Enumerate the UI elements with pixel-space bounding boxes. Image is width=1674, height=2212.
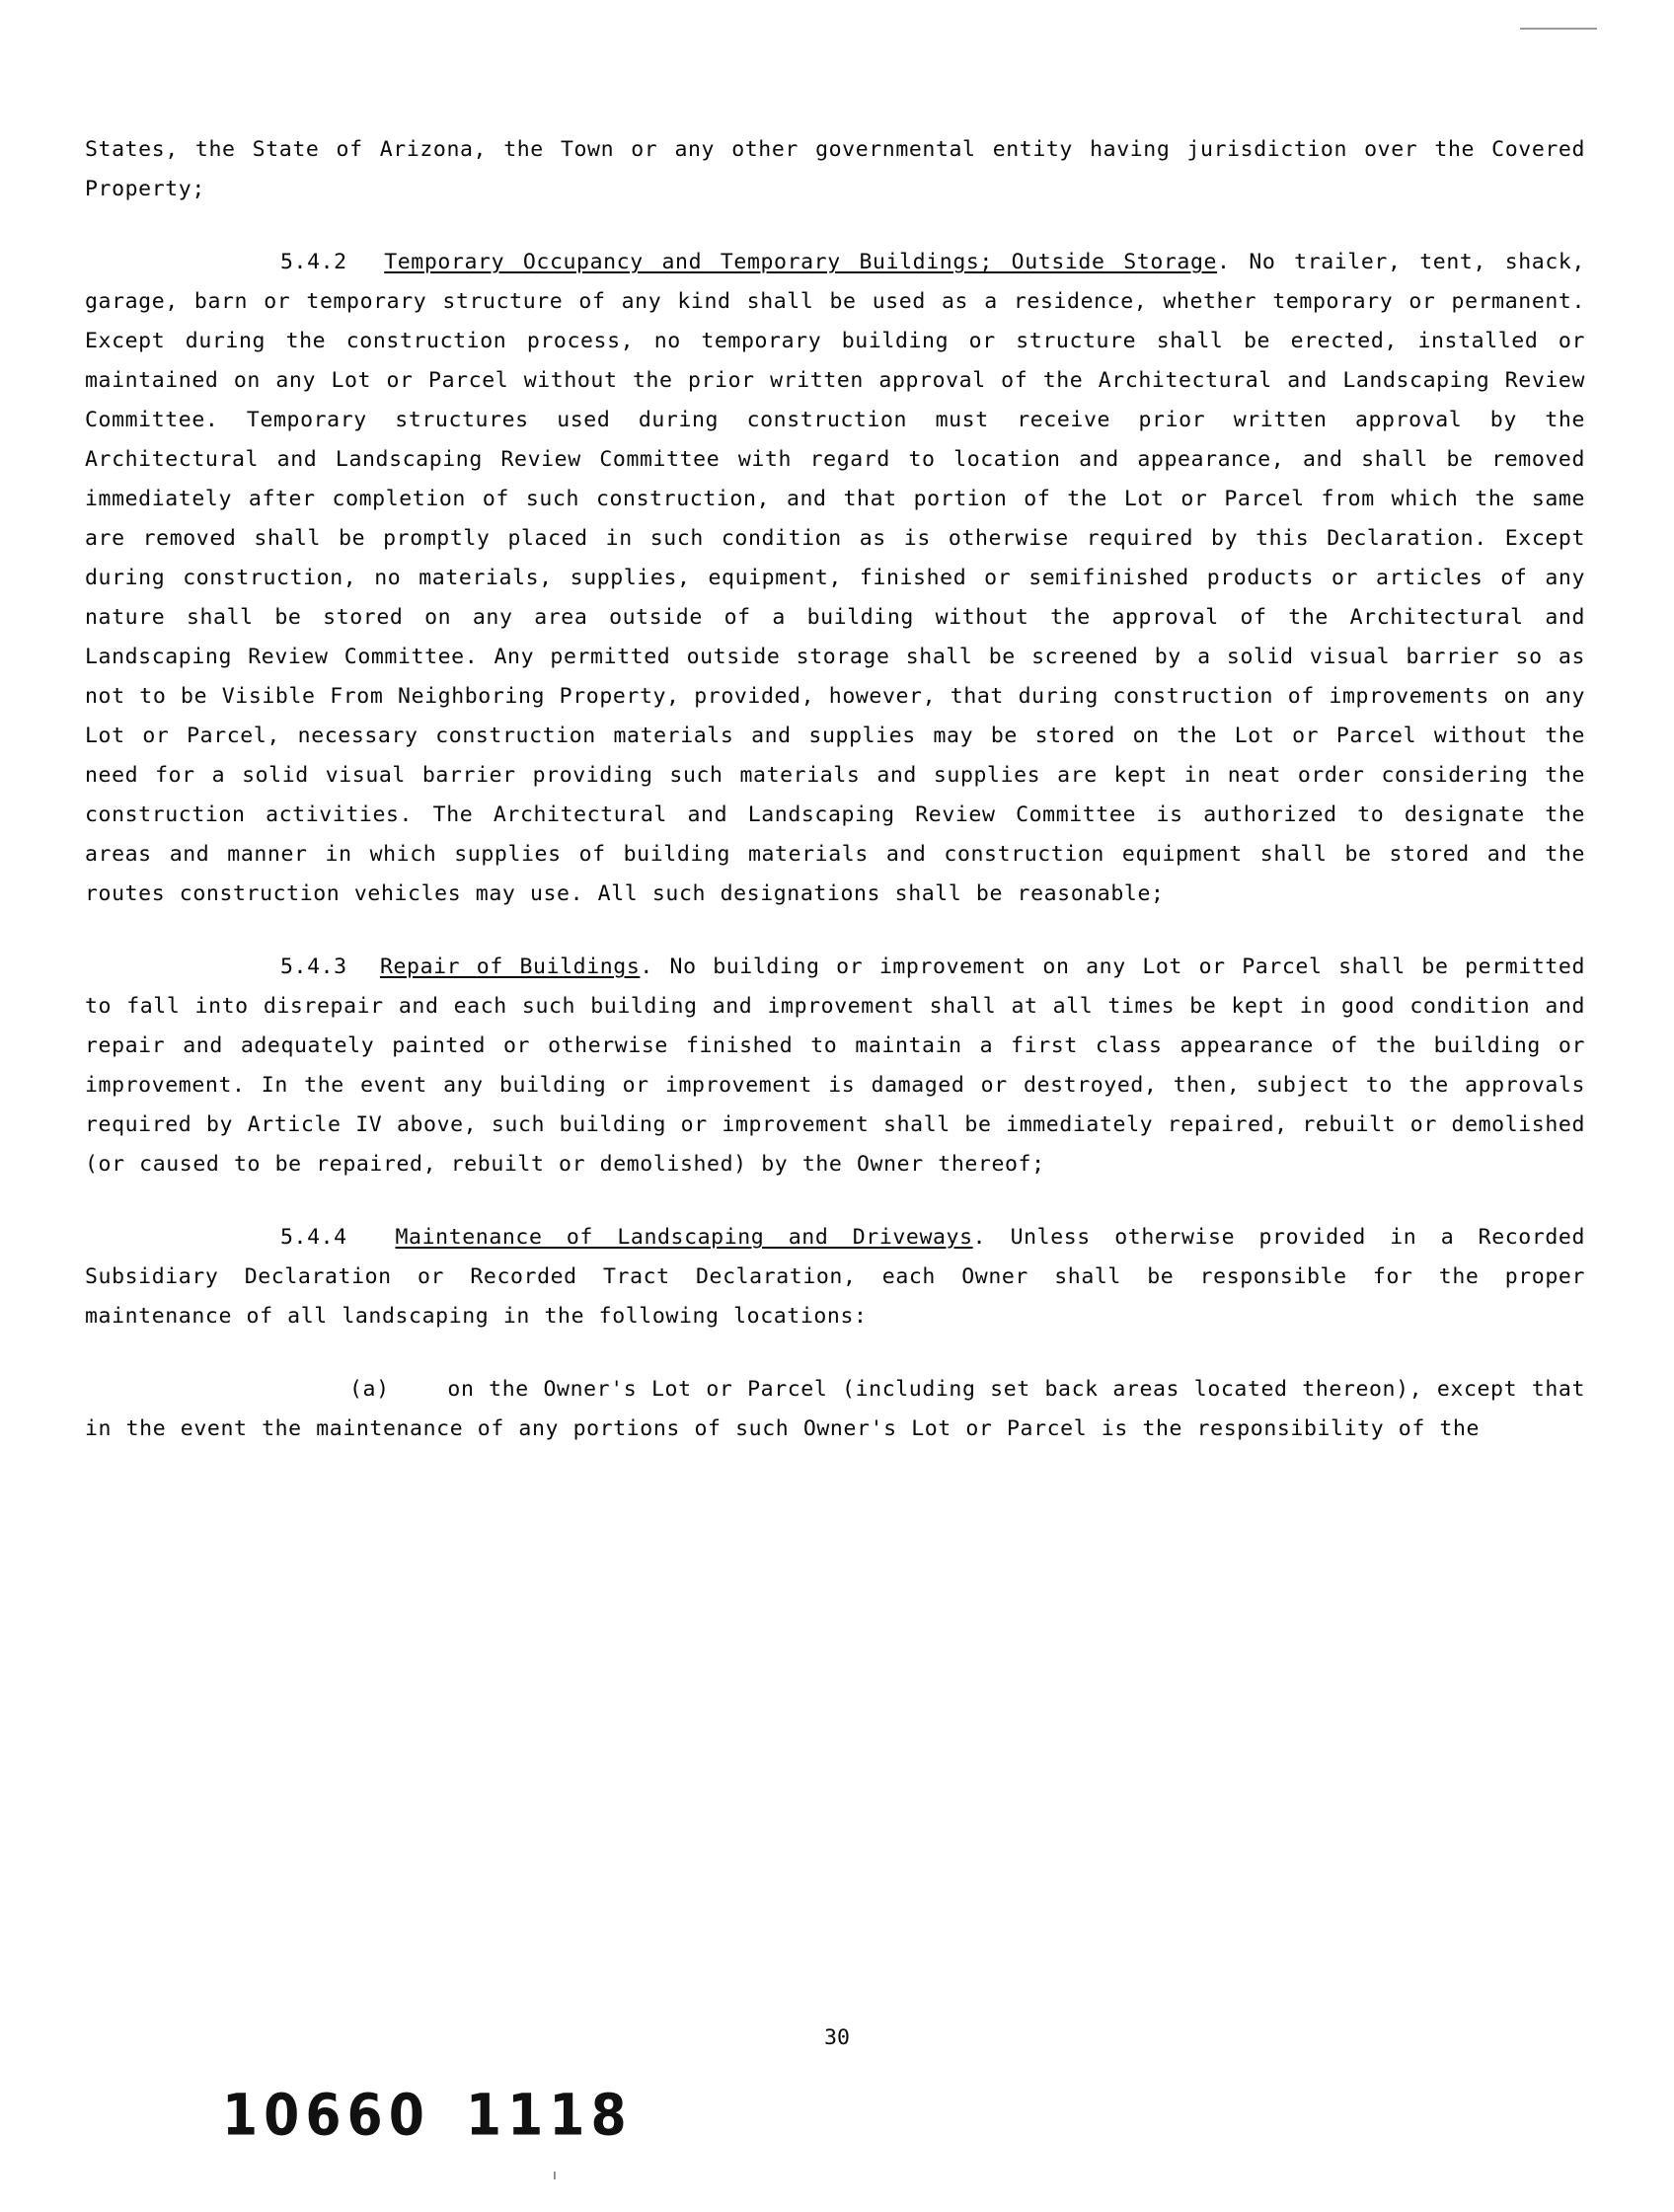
section-heading-5-4-3: Repair of Buildings xyxy=(379,954,641,979)
section-body-5-4-3: . No building or improvement on any Lot or Parcel shall be permitted to fall into disrepair and each such building and improvement shall at all times be kept in good condition and repair and adequately painted or otherwise finished to maintain a first class appearance of the building or improvement. In the event any building or improvement is damaged or destroyed, then, subject to the approvals required by Article IV above, such building or improvement shall be immediately repaired, rebuilt or demolished (or caused to be repaired, rebuilt or demolished) by the Owner thereof; xyxy=(85,954,1586,1177)
recording-stamp-page: 1118 xyxy=(465,2083,633,2150)
subsection-body-a: on the Owner's Lot or Parcel (including set back areas located thereon), except that in the event the maintenance of any portions of such Owner's Lot or Parcel is the responsibility of the xyxy=(85,1377,1585,1441)
recording-stamp-book: 10660 xyxy=(222,2083,430,2150)
page-corner-mark xyxy=(1520,28,1597,34)
section-heading-5-4-2: Temporary Occupancy and Temporary Buildings; Outside Storage xyxy=(384,250,1218,274)
document-body xyxy=(85,130,1585,1483)
paragraph-section-5-4-4 xyxy=(85,1218,1585,1336)
scan-artifact-icon: ı xyxy=(553,2168,557,2183)
paragraph-section-5-4-2 xyxy=(85,243,1585,914)
section-number-5-4-2: 5.4.2 xyxy=(280,250,347,274)
paragraph-section-5-4-3 xyxy=(85,948,1585,1184)
page-number: 30 xyxy=(824,2025,850,2050)
recording-stamp xyxy=(222,2083,633,2149)
paragraph-continuation-text: States, the State of Arizona, the Town or any other governmental entity having jurisdiction over the Covered Property; xyxy=(85,137,1585,201)
subsection-label-a: (a) xyxy=(349,1377,390,1402)
section-heading-5-4-4: Maintenance of Landscaping and Driveways xyxy=(395,1225,973,1250)
section-body-5-4-4: . Unless otherwise provided in a Recorded Subsidiary Declaration or Recorded Tract Declaration, each Owner shall be responsible for the proper maintenance of all landscaping in the following locations: xyxy=(85,1225,1586,1329)
paragraph-continuation xyxy=(85,130,1585,209)
section-body-5-4-2: . No trailer, tent, shack, garage, barn or temporary structure of any kind shall be used as a residence, whether temporary or permanent. Except during the construction process, no temporary building or structure shall be erected, installed or maintained on any Lot or Parcel without the prior written approval of the Architectural and Landscaping Review Committee. Temporary structures used during construction must receive prior written approval by the Architectural and Landscaping Review Committee with regard to location and appearance, and shall be removed immediately after completion of such construction, and that portion of the Lot or Parcel from which the same are removed shall be promptly placed in such condition as is otherwise required by this Declaration. Except during construction, no materials, supplies, equipment, finished or semifinished products or articles of any nature shall be stored on any area outside of a building without the approval of the Architectural and Landscaping Review Committee. Any permitted outside storage shall be screened by a solid visual barrier so as not to be Visible From Neighboring Property, provided, however, that during construction of improvements on any Lot or Parcel, necessary construction materials and supplies may be stored on the Lot or Parcel without the need for a solid visual barrier providing such materials and supplies are kept in neat order considering the construction activities. The Architectural and Landscaping Review Committee is authorized to designate the areas and manner in which supplies of building materials and construction equipment shall be stored and the routes construction vehicles may use. All such designations shall be reasonable; xyxy=(85,250,1585,906)
section-number-5-4-4: 5.4.4 xyxy=(280,1225,347,1250)
section-number-5-4-3: 5.4.3 xyxy=(280,954,347,979)
paragraph-subsection-a xyxy=(85,1370,1585,1449)
